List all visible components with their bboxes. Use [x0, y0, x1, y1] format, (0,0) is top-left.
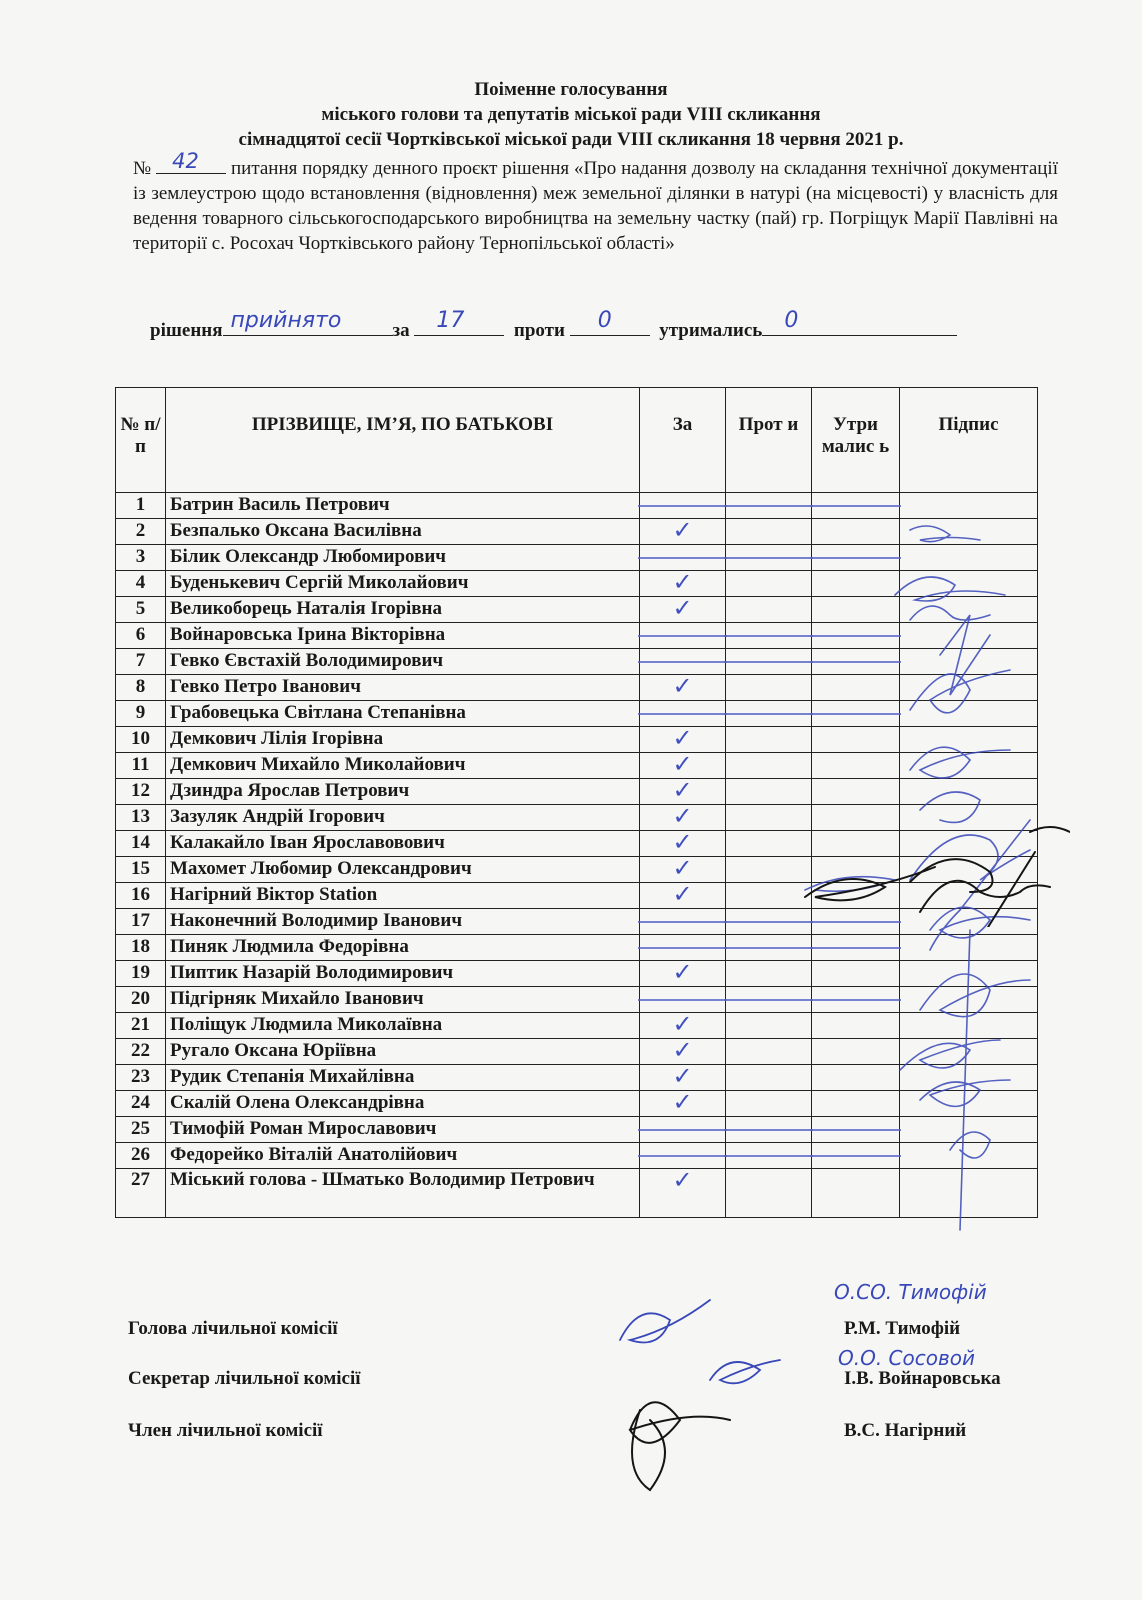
chair-role: Голова лічильної комісії: [128, 1318, 338, 1339]
row-name: Дзиндра Ярослав Петрович: [166, 779, 640, 805]
against-value-blank: [570, 308, 650, 336]
item-text: питання порядку денного проєкт рішення «Про надання дозволу на складання технічної документації із землеустрою щодо встановлення (відновлення) меж земельної ділянки в натурі (на місцевості) у власність для ведення товарного сільськогосподарського виробництва на земельну частку (пай) гр. Погріщук Марії Павлівні на території с. Росохач Чортківського району Тернопільської області»: [133, 158, 1058, 254]
row-number: 2: [116, 519, 166, 545]
secretary-name: І.В. Войнаровська: [844, 1368, 1001, 1389]
item-number-value: 42: [172, 149, 199, 173]
strike-line: [810, 493, 901, 507]
row-vote-for: [640, 1088, 726, 1117]
strike-line: [638, 649, 727, 663]
row-vote-for: [640, 854, 726, 883]
row-vote-for: [640, 1143, 726, 1169]
row-vote-against: [726, 753, 812, 779]
col-header-name: ПРІЗВИЩЕ, ІМ’Я, ПО БАТЬКОВІ: [166, 388, 640, 493]
row-vote-for: [640, 909, 726, 935]
row-vote-for: [640, 750, 726, 779]
row-vote-for: [640, 828, 726, 857]
row-vote-for: [640, 701, 726, 727]
row-vote-against: [726, 571, 812, 597]
row-number: 4: [116, 571, 166, 597]
col-header-signature: Підпис: [900, 388, 1038, 493]
row-vote-against: [726, 1117, 812, 1143]
heading-line-2: міського голови та депутатів міської ради VIII скликання: [321, 104, 821, 125]
row-name: Федорейко Віталій Анатолійович: [166, 1143, 640, 1169]
row-vote-against: [726, 545, 812, 571]
row-name: Скалій Олена Олександрівна: [166, 1091, 640, 1117]
row-number: 27: [116, 1169, 166, 1218]
row-vote-for: [640, 1036, 726, 1065]
row-number: 24: [116, 1091, 166, 1117]
secretary-role: Секретар лічильної комісії: [128, 1368, 361, 1389]
row-vote-against: [726, 987, 812, 1013]
row-vote-for: [640, 594, 726, 623]
row-vote-against: [726, 961, 812, 987]
row-name: Калакайло Іван Ярославовович: [166, 831, 640, 857]
item-number-prefix: №: [133, 158, 152, 179]
heading-line-1: Поіменне голосування: [474, 79, 668, 100]
row-name: Безпалько Оксана Василівна: [166, 519, 640, 545]
row-vote-against: [726, 1091, 812, 1117]
against-label: проти: [513, 320, 565, 341]
member-role: Член лічильної комісії: [128, 1420, 323, 1441]
row-vote-for: [640, 935, 726, 961]
strike-line: [638, 493, 727, 507]
row-vote-against: [726, 779, 812, 805]
strike-line: [638, 987, 727, 1001]
row-name: Демкович Михайло Миколайович: [166, 753, 640, 779]
check-mark-icon: ✓: [672, 672, 693, 700]
row-vote-against: [726, 857, 812, 883]
row-vote-against: [726, 883, 812, 909]
strike-line: [638, 701, 727, 715]
row-number: 15: [116, 857, 166, 883]
row-name: Войнаровська Ірина Вікторівна: [166, 623, 640, 649]
row-name: Міський голова - Шматько Володимир Петрович: [166, 1169, 640, 1218]
row-vote-against: [726, 1039, 812, 1065]
row-vote-for: [640, 493, 726, 519]
row-number: 10: [116, 727, 166, 753]
row-number: 19: [116, 961, 166, 987]
decision-value-blank: [223, 308, 393, 336]
strike-line: [638, 935, 727, 949]
row-number: 17: [116, 909, 166, 935]
check-mark-icon: ✓: [672, 568, 693, 596]
row-number: 26: [116, 1143, 166, 1169]
row-vote-against: [726, 805, 812, 831]
strike-line: [724, 493, 813, 507]
strike-line: [638, 1143, 727, 1157]
row-name: Рудик Степанія Михайлівна: [166, 1065, 640, 1091]
row-vote-for: [640, 958, 726, 987]
signature-black-overlay: [800, 812, 1070, 927]
strike-line: [638, 545, 727, 559]
secretary-handwritten-note: О.О. Сосовой: [838, 1346, 976, 1370]
row-vote-for: [640, 623, 726, 649]
row-number: 3: [116, 545, 166, 571]
decision-line: [150, 308, 1050, 343]
row-number: 20: [116, 987, 166, 1013]
row-number: 7: [116, 649, 166, 675]
row-vote-for: [640, 672, 726, 701]
row-vote-for: [640, 1010, 726, 1039]
row-name: Махомет Любомир Олександрович: [166, 857, 640, 883]
chair-name: Р.М. Тимофій: [844, 1318, 961, 1339]
row-number: 1: [116, 493, 166, 519]
member-name: В.С. Нагірний: [844, 1420, 967, 1441]
strike-line: [638, 909, 727, 923]
row-vote-for: [640, 880, 726, 909]
vote-table-header: [116, 388, 1038, 493]
against-value: 0: [597, 308, 612, 333]
row-name: Зазуляк Андрій Ігорович: [166, 805, 640, 831]
check-mark-icon: ✓: [672, 724, 693, 752]
row-name: Демкович Лілія Ігорівна: [166, 727, 640, 753]
row-number: 11: [116, 753, 166, 779]
chair-handwritten-note: О.СО. Тимофій: [834, 1280, 987, 1304]
row-vote-against: [726, 727, 812, 753]
row-name: Поліщук Людмила Миколаївна: [166, 1013, 640, 1039]
row-vote-for: [640, 649, 726, 675]
row-vote-for: [640, 802, 726, 831]
row-name: Пиптик Назарій Володимирович: [166, 961, 640, 987]
row-vote-for: [640, 776, 726, 805]
row-name: Білик Олександр Любомирович: [166, 545, 640, 571]
row-vote-for: [640, 1117, 726, 1143]
item-number-blank: [156, 149, 226, 174]
row-number: 9: [116, 701, 166, 727]
row-vote-against: [726, 1013, 812, 1039]
row-name: Батрин Василь Петрович: [166, 493, 640, 519]
agenda-item: [133, 149, 1058, 256]
for-value: 17: [436, 308, 465, 333]
check-mark-icon: ✓: [672, 776, 693, 804]
row-name: Нагірний Віктор Station: [166, 883, 640, 909]
check-mark-icon: ✓: [672, 594, 693, 622]
row-number: 5: [116, 597, 166, 623]
for-value-blank: [414, 308, 504, 336]
row-number: 23: [116, 1065, 166, 1091]
strike-line: [638, 623, 727, 637]
row-vote-for: [640, 987, 726, 1013]
row-vote-against: [726, 831, 812, 857]
row-vote-against: [726, 1169, 812, 1218]
row-vote-against: [726, 935, 812, 961]
abstain-value: 0: [784, 308, 799, 333]
row-name: Гевко Петро Іванович: [166, 675, 640, 701]
col-header-abstain: Утри малис ь: [812, 388, 900, 493]
row-number: 8: [116, 675, 166, 701]
row-vote-against: [726, 519, 812, 545]
row-name: Тимофій Роман Мирославович: [166, 1117, 640, 1143]
check-mark-icon: ✓: [672, 958, 693, 986]
col-header-for: За: [640, 388, 726, 493]
row-vote-for: [640, 1062, 726, 1091]
row-vote-against: [726, 493, 812, 519]
check-mark-icon: ✓: [672, 802, 693, 830]
check-mark-icon: ✓: [672, 516, 693, 544]
check-mark-icon: ✓: [672, 1010, 693, 1038]
strike-line: [638, 1117, 727, 1131]
row-number: 21: [116, 1013, 166, 1039]
abstain-value-blank: [762, 308, 957, 336]
row-vote-for: [640, 516, 726, 545]
row-vote-for: [640, 724, 726, 753]
decision-value: прийнято: [230, 308, 342, 333]
row-vote-against: [726, 675, 812, 701]
row-vote-against: [726, 649, 812, 675]
decision-label: рішення: [150, 320, 223, 341]
row-vote-for: [640, 568, 726, 597]
row-number: 13: [116, 805, 166, 831]
row-vote-against: [726, 1065, 812, 1091]
abstain-label: утримались: [659, 320, 763, 341]
check-mark-icon: ✓: [672, 1088, 693, 1116]
row-name: Буденькевич Сергій Миколайович: [166, 571, 640, 597]
row-vote-against: [726, 597, 812, 623]
row-number: 25: [116, 1117, 166, 1143]
heading-line-3: сімнадцятої сесії Чортківської міської ради VIII скликання 18 червня 2021 р.: [238, 129, 904, 150]
row-name: Грабовецька Світлана Степанівна: [166, 701, 640, 727]
row-vote-against: [726, 623, 812, 649]
row-number: 22: [116, 1039, 166, 1065]
row-name: Великоборець Наталія Ігорівна: [166, 597, 640, 623]
check-mark-icon: ✓: [672, 828, 693, 856]
row-number: 18: [116, 935, 166, 961]
row-vote-against: [726, 909, 812, 935]
col-header-num: № п/п: [116, 388, 166, 493]
commission-signatures: [600, 1280, 800, 1500]
row-name: Ругало Оксана Юріївна: [166, 1039, 640, 1065]
row-number: 6: [116, 623, 166, 649]
row-vote-against: [726, 1143, 812, 1169]
check-mark-icon: ✓: [672, 1062, 693, 1090]
check-mark-icon: ✓: [672, 854, 693, 882]
for-label: за: [392, 320, 410, 341]
row-number: 16: [116, 883, 166, 909]
row-number: 14: [116, 831, 166, 857]
row-vote-against: [726, 701, 812, 727]
check-mark-icon: ✓: [672, 1166, 693, 1194]
check-mark-icon: ✓: [672, 750, 693, 778]
check-mark-icon: ✓: [672, 1036, 693, 1064]
row-number: 12: [116, 779, 166, 805]
col-header-against: Прот и: [726, 388, 812, 493]
row-name: Підгірняк Михайло Іванович: [166, 987, 640, 1013]
row-vote-for: [640, 545, 726, 571]
row-vote-for: [640, 1166, 726, 1218]
row-name: Пиняк Людмила Федорівна: [166, 935, 640, 961]
row-name: Наконечний Володимир Іванович: [166, 909, 640, 935]
row-name: Гевко Євстахій Володимирович: [166, 649, 640, 675]
check-mark-icon: ✓: [672, 880, 693, 908]
